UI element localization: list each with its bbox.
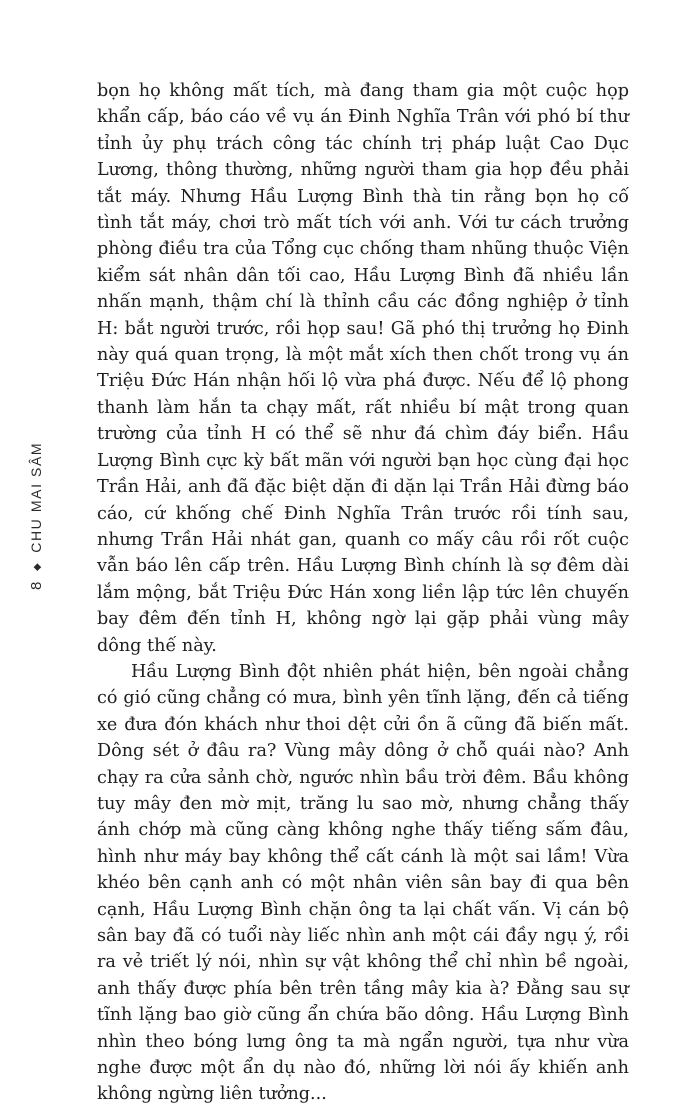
running-header bbox=[28, 442, 45, 590]
paragraph-continued: bọn họ không mất tích, mà đang tham gia một cuộc họp khẩn cấp, báo cáo về vụ án Đinh Nghĩa Trân với phó bí thư tỉnh ủy phụ trách công tác chính trị pháp luật Cao Dục Lương, thông thường, những người tham gia họp đều phải tắt máy. Nhưng Hầu Lượng Bình thà tin rằng bọn họ cố tình tắt máy, chơi trò mất tích với anh. Với tư cách trưởng phòng điều tra của Tổng cục chống tham nhũng thuộc Viện kiểm sát nhân dân tối cao, Hầu Lượng Bình đã nhiều lần nhấn mạnh, thậm chí là thỉnh cầu các đồng nghiệp ở tỉnh H: bắt người trước, rồi họp sau! Gã phó thị trưởng họ Đinh này quá quan trọng, là một mắt xích then chốt trong vụ án Triệu Đức Hán nhận hối lộ vừa phá được. Nếu để lộ phong thanh làm hắn ta chạy mất, rất nhiều bí mật trong quan trường của tỉnh H có thể sẽ như đá chìm đáy biển. Hầu Lượng Bình cực kỳ bất mãn với người bạn học cùng đại học Trần Hải, anh đã đặc biệt dặn đi dặn lại Trần Hải đừng báo cáo, cứ khống chế Đinh Nghĩa Trân trước rồi tính sau, nhưng Trần Hải nhát gan, quanh co mấy câu rồi rốt cuộc vẫn báo lên cấp trên. Hầu Lượng Bình chính là sợ đêm dài lắm mộng, bắt Triệu Đức Hán xong liền lập tức lên chuyến bay đêm đến tỉnh H, không ngờ lại gặp phải vùng mây dông thế này. bbox=[97, 81, 629, 656]
body-text bbox=[97, 78, 629, 1108]
paragraph: Hầu Lượng Bình đột nhiên phát hiện, bên ngoài chẳng có gió cũng chẳng có mưa, bình yên tĩnh lặng, đến cả tiếng xe đưa đón khách như thoi dệt cửi ồn ã cũng đã biến mất. Dông sét ở đâu ra? Vùng mây dông ở chỗ quái nào? Anh chạy ra cửa sảnh chờ, ngước nhìn bầu trời đêm. Bầu không tuy mây đen mờ mịt, trăng lu sao mờ, nhưng chẳng thấy ánh chớp mà cũng càng không nghe thấy tiếng sấm đâu, hình như máy bay không thể cất cánh là một sai lầm! Vừa khéo bên cạnh anh có một nhân viên sân bay đi qua bên cạnh, Hầu Lượng Bình chặn ông ta lại chất vấn. Vị cán bộ sân bay đã có tuổi này liếc nhìn anh một cái đầy ngụ ý, rồi ra vẻ triết lý nói, nhìn sự vật không thể chỉ nhìn bề ngoài, anh thấy được phía bên trên tầng mây kia à? Đằng sau sự tĩnh lặng bao giờ cũng ẩn chứa bão dông. Hầu Lượng Bình nhìn theo bóng lưng ông ta mà ngẩn người, tựa như vừa nghe được một ẩn dụ nào đó, những lời nói ấy khiến anh không ngừng liên tưởng... bbox=[97, 661, 629, 1105]
diamond-separator-icon: ◆ bbox=[32, 561, 43, 572]
book-author: CHU MAI SÂM bbox=[28, 441, 44, 553]
page-number: 8 bbox=[28, 580, 45, 590]
